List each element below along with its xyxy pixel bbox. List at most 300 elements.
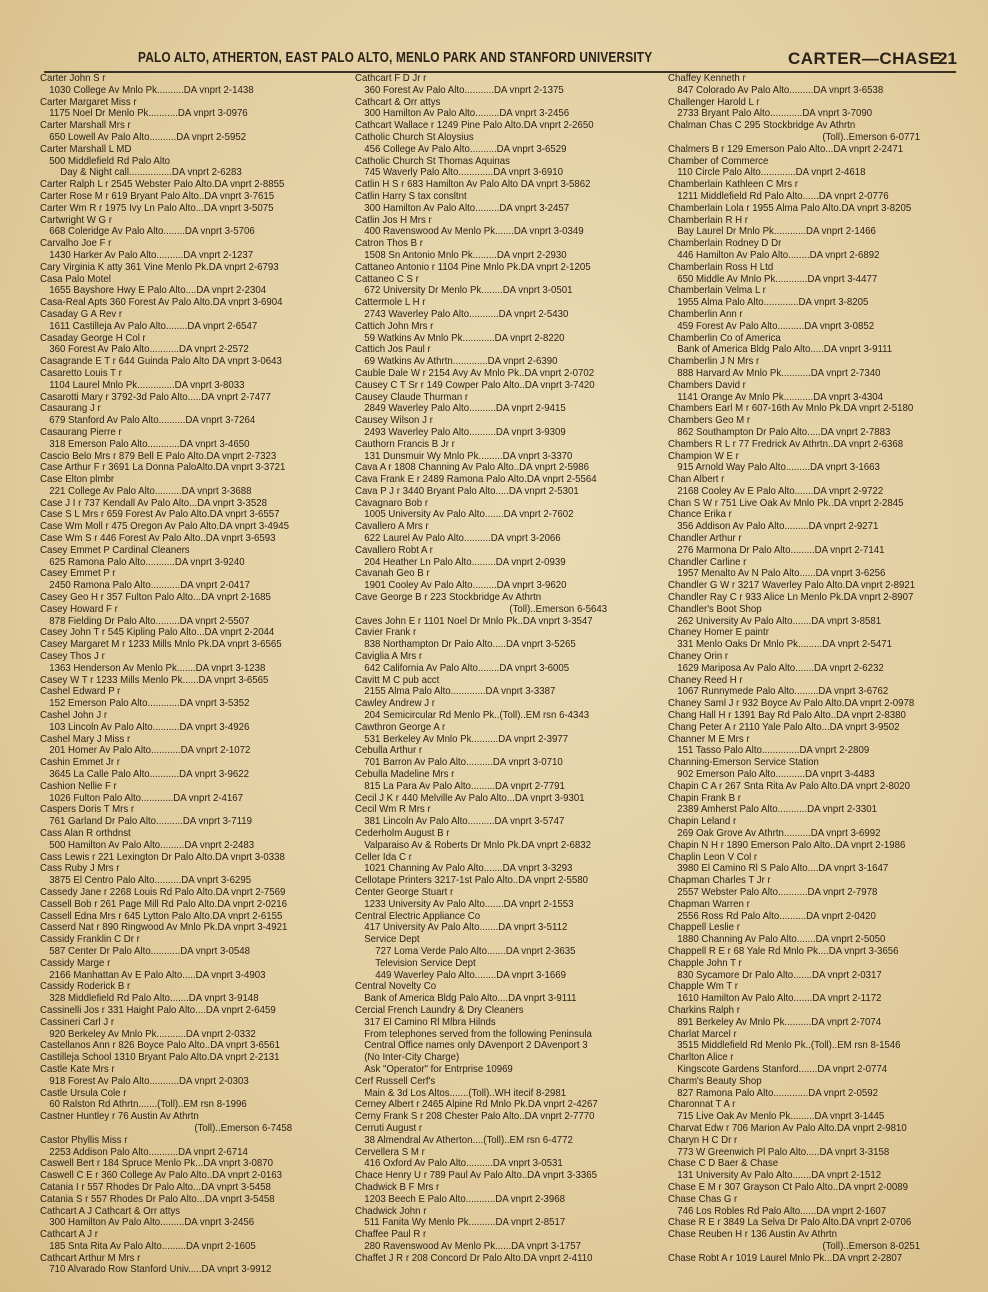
- listing-name: Case Wm Moll r 475 Oregon Av Palo Alto.DA vnprt 3-4945: [40, 521, 289, 533]
- listing-detail: 152 Emerson Palo Alto............DA vnprt 3-5352: [49, 698, 250, 710]
- listing-detail: 1957 Menalto Av N Palo Alto......DA vnprt 3-6256: [677, 568, 886, 580]
- listing-name: Cerruti August r: [355, 1122, 423, 1134]
- listing-detail: 827 Ramona Palo Alto.............DA vnprt 2-0592: [677, 1087, 879, 1099]
- listing-name: Chase C D Baer & Chase: [668, 1158, 779, 1170]
- listing-detail: (Toll)..Emerson 8-0251: [822, 1240, 921, 1252]
- listing-name: Chamberlain Kathleen C Mrs r: [668, 179, 798, 191]
- listing-detail: 269 Oak Grove Av Athrtn..........DA vnprt 3-6992: [677, 828, 881, 839]
- listing-name: Chapin Leland r: [668, 816, 737, 828]
- listing-name: Cecil J K r 440 Melville Av Palo Alto...DA vnprt 3-9301: [355, 792, 585, 804]
- listing-detail: 1880 Channing Av Palo Alto.......DA vnprt 2-5050: [677, 934, 886, 946]
- listing-name: Cassedy Jane r 2268 Louis Rd Palo Alto.DA vnprt 2-7569: [40, 886, 286, 898]
- listing-detail: 500 Middlefield Rd Palo Alto: [49, 155, 171, 167]
- listing-detail: 672 University Dr Menlo Pk........DA vnprt 3-0501: [364, 285, 573, 297]
- listing-name: Caves John E r 1101 Noel Dr Mnlo Pk..DA vnprt 3-3547: [355, 615, 593, 627]
- listing-name: Cauble Dale W r 2154 Avy Av Mnlo Pk..DA vnprt 2-0702: [355, 367, 595, 379]
- listing-name: Casey Emmet P r: [40, 568, 116, 580]
- listing-detail: Kingscote Gardens Stanford.......DA vnprt 2-0774: [677, 1063, 888, 1075]
- listing-name: Cassell Edna Mrs r 645 Lytton Palo Alto.DA vnprt 2-6155: [40, 910, 283, 922]
- listing-name: Cerf Russell Cerf's: [355, 1075, 436, 1087]
- listing-detail: 2168 Cooley Av E Palo Alto.......DA vnprt 2-9722: [677, 485, 884, 497]
- listing-detail: 891 Berkeley Av Mnlo Pk..........DA vnprt 2-7074: [677, 1016, 882, 1028]
- listing-detail: 1005 University Av Palo Alto.......DA vnprt 2-7602: [364, 509, 574, 521]
- listing-detail: 103 Lincoln Av Palo Alto..........DA vnprt 3-4926: [49, 721, 250, 733]
- listing-name: Case Wm S r 446 Forest Av Palo Alto..DA vnprt 3-6593: [40, 533, 276, 545]
- listing-name: Casey Thos J r: [40, 651, 105, 663]
- listing-name: Chaney Reed H r: [668, 674, 743, 686]
- listing-detail: 416 Oxford Av Palo Alto..........DA vnprt 3-0531: [364, 1158, 563, 1170]
- listing-name: Caswell C E r 360 College Av Palo Alto..DA vnprt 2-0163: [40, 1170, 283, 1182]
- listing-name: Chamberlain Velma L r: [668, 285, 766, 297]
- listing-name: Chaney Saml J r 932 Boyce Av Palo Alto.DA vnprt 2-0978: [668, 698, 915, 710]
- listing-detail: 2557 Webster Palo Alto...........DA vnprt 2-7978: [677, 886, 878, 898]
- listing-name: Casey Emmet P Cardinal Cleaners: [40, 544, 190, 556]
- listing-detail: Service Dept: [364, 934, 420, 946]
- listing-name: Central Electric Appliance Co: [355, 910, 481, 922]
- listing-name: Chambers Geo M r: [668, 415, 751, 427]
- listing-name: Chance Erika r: [668, 509, 732, 521]
- listing-name: Chambers David r: [668, 379, 746, 391]
- listing-detail: 2166 Manhattan Av E Palo Alto.....DA vnprt 3-4903: [49, 969, 266, 981]
- listing-name: Causey C T Sr r 149 Cowper Palo Alto..DA vnprt 3-7420: [355, 379, 595, 391]
- listing-name: Chaney Orin r: [668, 651, 729, 663]
- listing-detail: 2450 Ramona Palo Alto...........DA vnprt 2-0417: [49, 580, 251, 592]
- listing-detail: 727 Loma Verde Palo Alto.......DA vnprt 2-3635: [375, 945, 576, 957]
- listing-detail: 446 Hamilton Av Palo Alto........DA vnprt 2-6892: [677, 249, 880, 261]
- listing-name: Cattich Jos Paul r: [355, 344, 431, 356]
- listing-name: Chaffet J R r 208 Concord Dr Palo Alto.DA vnprt 2-4110: [355, 1252, 593, 1264]
- listing-detail: 622 Laurel Av Palo Alto..........DA vnprt 3-2066: [364, 533, 561, 545]
- listing-name: Casaretto Louis T r: [40, 367, 122, 379]
- listing-name: Chamberlain Ross H Ltd: [668, 261, 774, 273]
- listing-name: Cassell Bob r 261 Page Mill Rd Palo Alto.DA vnprt 2-0216: [40, 898, 288, 910]
- listing-name: Chapin Frank B r: [668, 792, 742, 804]
- listing-detail: 381 Lincoln Av Palo Alto..........DA vnprt 3-5747: [364, 816, 565, 828]
- listing-name: Chang Peter A r 2110 Yale Palo Alto...DA vnprt 3-9502: [668, 721, 900, 733]
- listing-detail: 701 Barron Av Palo Alto..........DA vnprt 3-0710: [364, 757, 563, 769]
- listing-name: Cassineri Carl J r: [40, 1016, 115, 1028]
- listing-name: Chamberlin Ann r: [668, 308, 743, 320]
- listing-name: Chapin N H r 1890 Emerson Palo Alto..DA vnprt 2-1986: [668, 839, 906, 851]
- listing-detail: 1508 Sn Antonio Mnlo Pk.........DA vnprt 2-2930: [364, 249, 567, 261]
- listing-detail: 642 California Av Palo Alto........DA vnprt 3-6005: [364, 662, 570, 674]
- listing-detail: 1611 Castilleja Av Palo Alto........DA vnprt 2-6547: [49, 320, 258, 332]
- listing-name: Cecil Wm R Mrs r: [355, 804, 431, 816]
- listing-name: Cathcart Arthur M Mrs r: [40, 1252, 141, 1264]
- listing-name: Chan Albert r: [668, 474, 725, 486]
- listing-name: Catholic Church St Thomas Aquinas: [355, 155, 511, 167]
- listing-detail: 1021 Channing Av Palo Alto.......DA vnprt 3-3293: [364, 863, 573, 875]
- listing-name: Chapman Charles T Jr r: [668, 875, 771, 887]
- listing-name: Chandler Ray C r 933 Alice Ln Menlo Pk.DA vnprt 2-8907: [668, 592, 914, 604]
- listing-detail: 710 Alvarado Row Stanford Univ.....DA vnprt 3-9912: [49, 1264, 272, 1276]
- listing-detail: 2389 Amherst Palo Alto...........DA vnprt 2-3301: [677, 804, 877, 816]
- listing-name: Chamberlain Rodney D Dr: [668, 238, 782, 250]
- listing-name: Chase Robt A r 1019 Laurel Mnlo Pk...DA vnprt 2-2807: [668, 1252, 903, 1264]
- listing-detail: 1363 Henderson Av Menlo Pk.......DA vnprt 3-1238: [49, 662, 266, 674]
- listing-name: Carter Marshall Mrs r: [40, 120, 131, 132]
- listing-name: Case S L Mrs r 659 Forest Av Palo Alto.DA vnprt 3-6557: [40, 509, 280, 521]
- listing-detail: 456 College Av Palo Alto..........DA vnprt 3-6529: [364, 143, 567, 155]
- listing-name: Casaurang J r: [40, 403, 101, 415]
- listing-detail: 151 Tasso Palo Alto..............DA vnprt 2-2809: [677, 745, 870, 757]
- listing-detail: 847 Colorado Av Palo Alto.........DA vnprt 3-6538: [677, 84, 884, 96]
- listing-name: Carter John S r: [40, 73, 106, 84]
- listing-name: Caviglia A Mrs r: [355, 651, 423, 663]
- column-3: [668, 73, 968, 1264]
- listing-name: Cathcart Wallace r 1249 Pine Palo Alto.DA vnprt 2-2650: [355, 120, 594, 132]
- listing-name: Charkins Ralph r: [668, 1004, 740, 1016]
- listing-detail: 1203 Beech E Palo Alto...........DA vnprt 2-3968: [364, 1193, 566, 1205]
- listing-name: Cass Alan R orthdnst: [40, 828, 131, 839]
- listing-detail: Main & 3d Los Altos.......(Toll)..WH itecif 8-2981: [364, 1087, 567, 1099]
- listing-name: Charyn H C Dr r: [668, 1134, 738, 1146]
- listing-detail: 110 Circle Palo Alto.............DA vnprt 2-4618: [677, 167, 866, 179]
- listing-name: Chalman Chas C 295 Stockbridge Av Athrtn: [668, 120, 856, 132]
- listing-detail: Bay Laurel Dr Mnlo Pk............DA vnprt 2-1466: [677, 226, 876, 238]
- listing-name: Cavitt M C pub acct: [355, 674, 440, 686]
- listing-detail: 328 Middlefield Rd Palo Alto.......DA vnprt 3-9148: [49, 993, 259, 1005]
- listing-name: Carter Rose M r 619 Bryant Palo Alto..DA vnprt 3-7615: [40, 190, 275, 202]
- listing-detail: Valparaiso Av & Roberts Dr Mnlo Pk.DA vnprt 2-6832: [364, 839, 591, 851]
- listing-detail: 745 Waverly Palo Alto.............DA vnprt 3-6910: [364, 167, 564, 179]
- listing-name: Channer M E Mrs r: [668, 733, 750, 745]
- listing-detail: 300 Hamilton Av Palo Alto.........DA vnprt 3-2457: [364, 202, 570, 214]
- listing-name: Cathcart A J Cathcart & Orr attys: [40, 1205, 181, 1217]
- listing-name: Chase R E r 3849 La Selva Dr Palo Alto.DA vnprt 2-0706: [668, 1217, 912, 1229]
- listing-name: Cathcart & Orr attys: [355, 96, 441, 108]
- listing-detail: 131 Dunsmuir Wy Mnlo Pk.........DA vnprt 3-3370: [364, 450, 573, 462]
- page-header: [0, 50, 988, 72]
- listing-name: Cashel Edward P r: [40, 686, 121, 698]
- listing-name: Chandler Arthur r: [668, 533, 742, 545]
- listing-name: Champion W E r: [668, 450, 739, 462]
- listing-detail: Ask "Operator" for Entrprise 10969: [364, 1063, 513, 1075]
- listing-detail: 60 Ralston Rd Athrtn.......(Toll)..EM rsn 8-1996: [49, 1099, 247, 1111]
- listing-name: Cattaneo Antonio r 1104 Pine Mnlo Pk.DA vnprt 2-1205: [355, 261, 591, 273]
- listing-name: Center George Stuart r: [355, 886, 454, 898]
- listing-detail: 221 College Av Palo Alto..........DA vnprt 3-3688: [49, 485, 252, 497]
- listing-name: Carvalho Joe F r: [40, 238, 112, 250]
- listing-name: Casey John T r 545 Kipling Palo Alto...DA vnprt 2-2044: [40, 627, 275, 639]
- listing-detail: 838 Northampton Dr Palo Alto.....DA vnprt 3-5265: [364, 639, 576, 651]
- page-range: CARTER—CHASE: [788, 49, 942, 68]
- listing-name: Charvat Edw r 706 Marion Av Palo Alto.DA vnprt 2-9810: [668, 1122, 907, 1134]
- listing-name: Caswell Bert r 184 Spruce Menlo Pk...DA vnprt 3-0870: [40, 1158, 274, 1170]
- listing-name: Carter Ralph L r 2545 Webster Palo Alto.DA vnprt 2-8855: [40, 179, 285, 191]
- listing-detail: 459 Forest Av Palo Alto..........DA vnprt 3-0852: [677, 320, 875, 332]
- listing-name: Chapple Wm T r: [668, 981, 738, 993]
- listing-name: Cassidy Marge r: [40, 957, 111, 969]
- listing-name: Chappell R E r 68 Yale Rd Mnlo Pk....DA vnprt 3-3656: [668, 945, 899, 957]
- listing-name: Cavallero Robt A r: [355, 544, 433, 556]
- listing-detail: 679 Stanford Av Palo Alto..........DA vnprt 3-7264: [49, 415, 256, 427]
- listing-name: Chace Henry U r 789 Paul Av Palo Alto..DA vnprt 3-3365: [355, 1170, 598, 1182]
- listing-detail: 918 Forest Av Palo Alto...........DA vnprt 2-0303: [49, 1075, 249, 1087]
- listing-detail: 38 Almendral Av Atherton....(Toll)..EM rsn 6-4772: [364, 1134, 573, 1146]
- listing-name: Cauthorn Francis B Jr r: [355, 438, 455, 450]
- listing-name: Cebulla Arthur r: [355, 745, 423, 757]
- listing-name: Casey W T r 1233 Mills Menlo Pk......DA vnprt 3-6565: [40, 674, 269, 686]
- listing-name: Castle Ursula Cole r: [40, 1087, 127, 1099]
- listing-detail: 449 Waverley Palo Alto........DA vnprt 3-1669: [375, 969, 567, 981]
- listing-detail: 1955 Alma Palo Alto.............DA vnprt 3-8205: [677, 297, 869, 309]
- listing-name: Cashel Mary J Miss r: [40, 733, 131, 745]
- listing-detail: 3875 El Centro Palo Alto..........DA vnprt 3-6295: [49, 875, 252, 887]
- listing-detail: 1175 Noel Dr Menlo Pk...........DA vnprt 3-0976: [49, 108, 248, 120]
- listing-name: Chaplin Leon V Col r: [668, 851, 758, 863]
- listing-detail: 500 Hamilton Av Palo Alto.........DA vnprt 2-2483: [49, 839, 255, 851]
- listing-detail: 1067 Runnymede Palo Alto.........DA vnprt 3-6762: [677, 686, 889, 698]
- listing-detail: 280 Ravenswood Av Menlo Pk......DA vnprt 3-1757: [364, 1240, 581, 1252]
- listing-detail: 69 Watkins Av Athrtn.............DA vnprt 2-6390: [364, 356, 558, 368]
- listing-name: Cercial French Laundry & Dry Cleaners: [355, 1004, 524, 1016]
- listing-name: Central Novelty Co: [355, 981, 437, 993]
- listing-name: Cattaneo C S r: [355, 273, 419, 285]
- listing-detail: 204 Heather Ln Palo Alto.........DA vnprt 2-0939: [364, 556, 566, 568]
- listing-detail: Bank of America Bldg Palo Alto....DA vnprt 3-9111: [364, 993, 577, 1005]
- listing-name: Casa Palo Motel: [40, 273, 111, 285]
- listing-detail: 650 Middle Av Mnlo Pk............DA vnprt 3-4477: [677, 273, 878, 285]
- listing-name: Cervellera S M r: [355, 1146, 425, 1158]
- listing-name: Chamberlain Lola r 1955 Alma Palo Alto.DA vnprt 3-8205: [668, 202, 912, 214]
- listing-name: Cashel John J r: [40, 710, 108, 722]
- listing-detail: 300 Hamilton Av Palo Alto.........DA vnprt 3-2456: [364, 108, 570, 120]
- listing-name: Channing-Emerson Service Station: [668, 757, 819, 769]
- listing-detail: 2733 Bryant Palo Alto............DA vnprt 3-7090: [677, 108, 873, 120]
- listing-name: Casagrande E T r 644 Guinda Palo Alto DA vnprt 3-0643: [40, 356, 282, 368]
- listing-detail: Bank of America Bldg Palo Alto.....DA vnprt 3-9111: [677, 344, 893, 356]
- listing-detail: 400 Ravenswood Av Menlo Pk.......DA vnprt 3-0349: [364, 226, 584, 238]
- listing-detail: 1030 College Av Mnlo Pk..........DA vnprt 2-1438: [49, 84, 254, 96]
- listing-detail: 204 Semicircular Rd Menlo Pk..(Toll)..EM rsn 6-4343: [364, 710, 590, 722]
- listing-detail: 1211 Middlefield Rd Palo Alto......DA vnprt 2-0776: [677, 190, 889, 202]
- listing-name: Cattich John Mrs r: [355, 320, 434, 332]
- listing-name: Casey Geo H r 357 Fulton Palo Alto...DA vnprt 2-1685: [40, 592, 271, 604]
- listing-detail: 1026 Fulton Palo Alto............DA vnprt 2-4167: [49, 792, 244, 804]
- listing-detail: 2493 Waverley Palo Alto..........DA vnprt 3-9309: [364, 426, 566, 438]
- listing-name: Causey Wilson J r: [355, 415, 433, 427]
- listing-name: Cassinelli Jos r 331 Haight Palo Alto....DA vnprt 2-6459: [40, 1004, 276, 1016]
- listing-name: Charonnat T A r: [668, 1099, 736, 1111]
- listing-name: Casaday G A Rev r: [40, 308, 123, 320]
- listing-name: Case J I r 737 Kendall Av Palo Alto...DA vnprt 3-3528: [40, 497, 267, 509]
- listing-detail: 1655 Bayshore Hwy E Palo Alto....DA vnprt 2-2304: [49, 285, 267, 297]
- listing-name: Chambers Earl M r 607-16th Av Mnlo Pk.DA vnprt 2-5180: [668, 403, 914, 415]
- listing-name: Chamber of Commerce: [668, 155, 769, 167]
- listing-detail: 650 Lowell Av Palo Alto..........DA vnprt 2-5952: [49, 131, 247, 143]
- listing-name: Chang Hall H r 1391 Bay Rd Palo Alto..DA vnprt 2-8380: [668, 710, 906, 722]
- listing-detail: 360 Forest Av Palo Alto...........DA vnprt 2-2572: [49, 344, 249, 356]
- listing-name: Cawley Andrew J r: [355, 698, 435, 710]
- listing-detail: 531 Berkeley Av Mnlo Pk..........DA vnprt 2-3977: [364, 733, 569, 745]
- running-title: PALO ALTO, ATHERTON, EAST PALO ALTO, MENLO PARK AND STANFORD UNIVERSITY: [138, 50, 653, 66]
- listing-name: Cawthron George A r: [355, 721, 446, 733]
- listing-detail: 3645 La Calle Palo Alto...........DA vnprt 3-9622: [49, 769, 249, 781]
- listing-detail: 888 Harvard Av Mnlo Pk...........DA vnprt 2-7340: [677, 367, 881, 379]
- listing-name: Cava P J r 3440 Bryant Palo Alto.....DA vnprt 2-5301: [355, 485, 579, 497]
- listing-name: Cave George B r 223 Stockbridge Av Athrtn: [355, 592, 542, 604]
- listing-detail: 262 University Av Palo Alto.......DA vnprt 3-8581: [677, 615, 882, 627]
- listing-name: Chamberlin Co of America: [668, 332, 781, 344]
- listing-detail: 2743 Waverley Palo Alto...........DA vnprt 2-5430: [364, 308, 569, 320]
- listing-name: Cavallero A Mrs r: [355, 521, 429, 533]
- listing-name: Castilleja School 1310 Bryant Palo Alto.DA vnprt 2-2131: [40, 1052, 280, 1064]
- listing-name: Chappell Leslie r: [668, 922, 740, 934]
- listing-name: Chapin C A r 267 Snta Rita Av Palo Alto.DA vnprt 2-8020: [668, 780, 911, 792]
- listing-name: Chamberlin J N Mrs r: [668, 356, 760, 368]
- listing-name: Chase Reuben H r 136 Austin Av Athrtn: [668, 1229, 837, 1241]
- listing-name: Celler Ida C r: [355, 851, 412, 863]
- listing-name: Caspers Doris T Mrs r: [40, 804, 135, 816]
- listing-name: Casey Howard F r: [40, 603, 118, 615]
- listing-detail: 356 Addison Av Palo Alto.........DA vnprt 2-9271: [677, 521, 879, 533]
- listing-name: Chase Chas G r: [668, 1193, 738, 1205]
- listing-detail: 1233 University Av Palo Alto.......DA vnprt 2-1553: [364, 898, 574, 910]
- listing-detail: 201 Homer Av Palo Alto...........DA vnprt 2-1072: [49, 745, 251, 757]
- column-1: [40, 73, 340, 1276]
- listing-detail: 2556 Ross Rd Palo Alto..........DA vnprt 2-0420: [677, 910, 876, 922]
- listing-name: Cavagnaro Bob r: [355, 497, 429, 509]
- listing-detail: 1104 Laurel Mnlo Pk..............DA vnprt 3-8033: [49, 379, 245, 391]
- listing-detail: 317 El Camino Rl Mlbra Hilnds: [364, 1016, 496, 1028]
- listing-name: Cartwright W G r: [40, 214, 112, 226]
- listing-name: Castner Huntley r 76 Austin Av Athrtn: [40, 1111, 199, 1123]
- listing-name: Chaffey Kenneth r: [668, 73, 746, 84]
- listing-detail: 668 Coleridge Av Palo Alto........DA vnprt 3-5706: [49, 226, 255, 238]
- listing-detail: 2155 Alma Palo Alto.............DA vnprt 3-3387: [364, 686, 556, 698]
- listing-detail: 587 Center Dr Palo Alto...........DA vnprt 3-0548: [49, 945, 251, 957]
- listing-name: Case Arthur F r 3691 La Donna PaloAlto.DA vnprt 3-3721: [40, 462, 286, 474]
- listing-name: Carter Margaret Miss r: [40, 96, 137, 108]
- listing-name: Catlin Harry S tax consltnt: [355, 190, 467, 202]
- listing-name: Cassidy Franklin C Dr r: [40, 934, 140, 946]
- listing-name: Chan S W r 751 Live Oak Av Mnlo Pk..DA vnprt 2-2845: [668, 497, 904, 509]
- listing-name: Cathcart A J r: [40, 1229, 98, 1241]
- listing-name: Cederholm August B r: [355, 828, 450, 839]
- listing-detail: 511 Fanita Wy Menlo Pk..........DA vnprt 2-8517: [364, 1217, 566, 1229]
- listing-name: Cerney Albert r 2465 Alpine Rd Mnlo Pk.DA vnprt 2-4267: [355, 1099, 598, 1111]
- listing-name: Cashion Nellie F r: [40, 780, 117, 792]
- listing-name: Chase E M r 307 Grayson Ct Palo Alto..DA vnprt 2-0089: [668, 1181, 909, 1193]
- listing-name: Casey Margaret M r 1233 Mills Mnlo Pk.DA vnprt 3-6565: [40, 639, 282, 651]
- listing-name: Challenger Harold L r: [668, 96, 760, 108]
- listing-detail: (No Inter-City Charge): [364, 1052, 460, 1064]
- listing-name: Causey Claude Thurman r: [355, 391, 469, 403]
- listing-name: Chadwick B F Mrs r: [355, 1181, 440, 1193]
- listing-name: Chapple John T r: [668, 957, 742, 969]
- listing-name: Cava Frank E r 2489 Ramona Palo Alto.DA vnprt 2-5564: [355, 474, 597, 486]
- listing-detail: 131 University Av Palo Alto.......DA vnprt 2-1512: [677, 1170, 882, 1182]
- column-2: [355, 73, 655, 1264]
- listing-name: Carter Marshall L MD: [40, 143, 132, 155]
- listing-name: Cava A r 1808 Channing Av Palo Alto..DA vnprt 2-5986: [355, 462, 589, 474]
- listing-name: Cary Virginia K atty 361 Vine Menlo Pk.DA vnprt 2-6793: [40, 261, 279, 273]
- listing-detail: 761 Garland Dr Palo Alto..........DA vnprt 3-7119: [49, 816, 253, 828]
- listing-name: Chandler G W r 3217 Waverley Palo Alto.DA vnprt 2-8921: [668, 580, 916, 592]
- listing-detail: 862 Southampton Dr Palo Alto.....DA vnprt 2-7883: [677, 426, 891, 438]
- listing-name: Casaurang Pierre r: [40, 426, 122, 438]
- listing-name: Chaney Homer E paintr: [668, 627, 769, 639]
- listing-detail: (Toll)..Emerson 6-7458: [194, 1122, 293, 1134]
- listing-detail: 902 Emerson Palo Alto...........DA vnprt 3-4483: [677, 769, 875, 781]
- listing-name: Cerny Frank S r 208 Chester Palo Alto..DA vnprt 2-7770: [355, 1111, 595, 1123]
- listing-detail: 1629 Mariposa Av Palo Alto.......DA vnprt 2-6232: [677, 662, 884, 674]
- listing-detail: 276 Marmona Dr Palo Alto.........DA vnprt 2-7141: [677, 544, 885, 556]
- listing-name: Catlin H S r 683 Hamilton Av Palo Alto DA vnprt 3-5862: [355, 179, 591, 191]
- listing-name: Catholic Church St Aloysius: [355, 131, 474, 143]
- listing-detail: 746 Los Robles Rd Palo Alto......DA vnprt 2-1607: [677, 1205, 887, 1217]
- listing-name: Chaffee Paul R r: [355, 1229, 427, 1241]
- listing-detail: 830 Sycamore Dr Palo Alto.......DA vnprt 2-0317: [677, 969, 882, 981]
- listing-detail: 773 W Greenwich Pl Palo Alto.....DA vnprt 3-3158: [677, 1146, 890, 1158]
- listing-detail: 2849 Waverley Palo Alto..........DA vnprt 2-9415: [364, 403, 566, 415]
- listing-name: Charlton Alice r: [668, 1052, 734, 1064]
- listing-detail: 2253 Addison Palo Alto...........DA vnprt 2-6714: [49, 1146, 248, 1158]
- listing-detail: 915 Arnold Way Palo Alto.........DA vnprt 3-1663: [677, 462, 880, 474]
- listing-name: Case Elton plmbr: [40, 474, 115, 486]
- listing-name: Cavanah Geo B r: [355, 568, 430, 580]
- listing-name: Charlat Marcel r: [668, 1028, 737, 1040]
- listing-name: Casserd Nat r 890 Ringwood Av Mnlo Pk.DA vnprt 3-4921: [40, 922, 288, 934]
- listing-detail: 417 University Av Palo Alto.......DA vnprt 3-5112: [364, 922, 568, 934]
- listing-name: Cassidy Roderick B r: [40, 981, 131, 993]
- listing-name: Cattermole L H r: [355, 297, 426, 309]
- listing-detail: 3515 Middlefield Rd Menlo Pk..(Toll)..EM rsn 8-1546: [677, 1040, 901, 1052]
- listing-name: Catlin Jos H Mrs r: [355, 214, 432, 226]
- listing-detail: 1141 Orange Av Mnlo Pk...........DA vnprt 3-4304: [677, 391, 884, 403]
- listing-name: Chamberlain R H r: [668, 214, 748, 226]
- listing-detail: 331 Menlo Oaks Dr Mnlo Pk.........DA vnprt 2-5471: [677, 639, 892, 651]
- listing-name: Catania S r 557 Rhodes Dr Palo Alto...DA vnprt 3-5458: [40, 1193, 275, 1205]
- listing-name: Catron Thos B r: [355, 238, 424, 250]
- listing-detail: 300 Hamilton Av Palo Alto.........DA vnprt 3-2456: [49, 1217, 255, 1229]
- listing-name: Cashin Emmet Jr r: [40, 757, 120, 769]
- listing-detail: 815 La Para Av Palo Alto.........DA vnprt 2-7791: [364, 780, 565, 792]
- listing-detail: (Toll)..Emerson 6-0771: [822, 131, 921, 143]
- listing-name: Chalmers B r 129 Emerson Palo Alto...DA vnprt 2-2471: [668, 143, 904, 155]
- listing-name: Chandler Carline r: [668, 556, 747, 568]
- listing-name: Carter Wm R r 1975 Ivy Ln Palo Alto...DA vnprt 3-5075: [40, 202, 274, 214]
- listing-name: Cascio Belo Mrs r 879 Bell E Palo Alto.DA vnprt 2-7323: [40, 450, 277, 462]
- listing-name: Castor Phyllis Miss r: [40, 1134, 128, 1146]
- listing-detail: 625 Ramona Palo Alto...........DA vnprt 3-9240: [49, 556, 245, 568]
- listing-name: Casarotti Mary r 3792-3d Palo Alto.....DA vnprt 2-7477: [40, 391, 271, 403]
- listing-detail: 1610 Hamilton Av Palo Alto.......DA vnprt 2-1172: [677, 993, 882, 1005]
- listing-detail: 878 Fielding Dr Palo Alto.........DA vnprt 2-5507: [49, 615, 250, 627]
- listing-name: Cass Ruby J Mrs r: [40, 863, 120, 875]
- listing-name: Cavier Frank r: [355, 627, 417, 639]
- listing-detail: Central Office names only DAvenport 2 DAvenport 3: [364, 1040, 588, 1052]
- listing-detail: 3980 El Camino Rl S Palo Alto....DA vnprt 3-1647: [677, 863, 889, 875]
- page-number: 21: [938, 49, 957, 68]
- listing-name: Chapman Warren r: [668, 898, 750, 910]
- listing-name: Catania I r 557 Rhodes Dr Palo Alto...DA vnprt 3-5458: [40, 1181, 271, 1193]
- listing-detail: 185 Snta Rita Av Palo Alto.........DA vnprt 2-1605: [49, 1240, 256, 1252]
- listing-detail: 1430 Harker Av Palo Alto..........DA vnprt 2-1237: [49, 249, 254, 261]
- listing-detail: Day & Night call................DA vnprt 2-6283: [60, 167, 242, 179]
- listing-name: Cathcart F D Jr r: [355, 73, 427, 84]
- listing-detail: 920 Berkeley Av Mnlo Pk...........DA vnprt 2-0332: [49, 1028, 256, 1040]
- listing-detail: 59 Watkins Av Mnlo Pk............DA vnprt 2-8220: [364, 332, 565, 344]
- listing-detail: From telephones served from the following Peninsula: [364, 1028, 592, 1040]
- listing-name: Cellotape Printers 3217-1st Palo Alto..DA vnprt 2-5580: [355, 875, 589, 887]
- listing-name: Castle Kate Mrs r: [40, 1063, 115, 1075]
- listing-name: Castellanos Ann r 826 Boyce Palo Alto..DA vnprt 3-6561: [40, 1040, 281, 1052]
- listing-detail: Television Service Dept: [375, 957, 476, 969]
- listing-name: Cass Lewis r 221 Lexington Dr Palo Alto.DA vnprt 3-0338: [40, 851, 285, 863]
- listing-name: Casaday George H Col r: [40, 332, 146, 344]
